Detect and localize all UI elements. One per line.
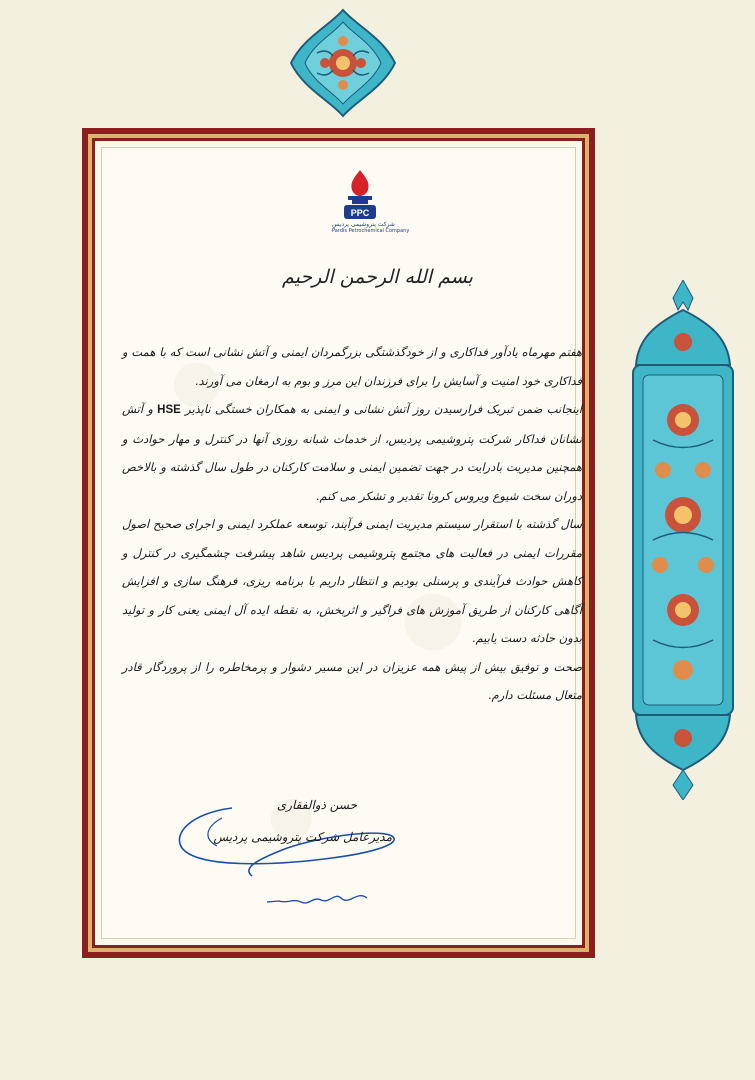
letter-paper bbox=[101, 147, 583, 939]
paragraph-1: هفتم مهرماه یادآور فداکاری و از خودگذشتگی بزرگمردان ایمنی و آتش نشانی است که با همت و فداکاری خود امنیت و آسایش را برای فرزندان این مرز و بوم به ارمغان می آورند. bbox=[122, 345, 582, 388]
paragraph-3: سال گذشته با استقرار سیستم مدیریت ایمنی فرآیند، توسعه عملکرد ایمنی و اجرای صحیح اصول مقررات ایمنی در فعالیت های مجتمع پتروشیمی پردیس شاهد پیشرفت چشمگیری در کنترل و کاهش حوادث فرآیندی و پرسنلی بودیم و انتظار داریم با برنامه ریزی، فرهنگ سازی و افزایش آگاهی کارکنان از طریق آموزش های فراگیر و اثربخش، به نقطه ایده آل ایمنی یعنی کار و تولید بدون حادثه دست یابیم. bbox=[122, 517, 582, 645]
handwritten-signature-icon bbox=[257, 886, 377, 912]
logo-name-en: Pardis Petrochemical Company bbox=[332, 228, 410, 234]
paragraph-4: صحت و توفیق بیش از پیش همه عزیزان در این مسیر دشوار و پرمخاطره را از پروردگار قادر متعال مسئلت دارم. bbox=[122, 659, 582, 702]
signatory-title: مدیرعامل شرکت پتروشیمی پردیس bbox=[213, 830, 392, 844]
company-logo bbox=[332, 168, 410, 248]
signatory-name: حسن ذوالفقاری bbox=[276, 798, 357, 812]
certificate-frame bbox=[82, 128, 595, 958]
paragraph-2 bbox=[122, 395, 582, 510]
frame-inner-border bbox=[92, 138, 585, 948]
bismillah-heading: بسم الله الرحمن الرحیم bbox=[282, 266, 473, 288]
logo-abbr: PPC bbox=[350, 208, 370, 218]
letter-body bbox=[122, 338, 582, 710]
side-ornament-panel bbox=[618, 280, 748, 800]
flame-logo-icon bbox=[340, 168, 380, 220]
signature-block bbox=[162, 788, 412, 948]
hse-label: HSE bbox=[157, 404, 181, 416]
paragraph-2-part-2: و آتش نشانان فداکار شرکت پتروشیمی پردیس، از خدمات شبانه روزی آنها در کنترل و مهار حوادث و همچنین مدیریت بادرایت در جهت تضمین ایمنی و سلامت کارکنان در طول سال گذشته و بالاخص دوران سخت شیوع ویروس کرونا تقدیر و تشکر می کنم. bbox=[122, 402, 582, 503]
top-ornament-medallion bbox=[287, 8, 399, 118]
paragraph-2-part-1: اینجانب ضمن تبریک فرارسیدن روز آتش نشانی و ایمنی به همکاران خستگی ناپذیر bbox=[185, 402, 583, 416]
logo-name-fa: شرکت پتروشیمی پردیس bbox=[332, 221, 395, 228]
